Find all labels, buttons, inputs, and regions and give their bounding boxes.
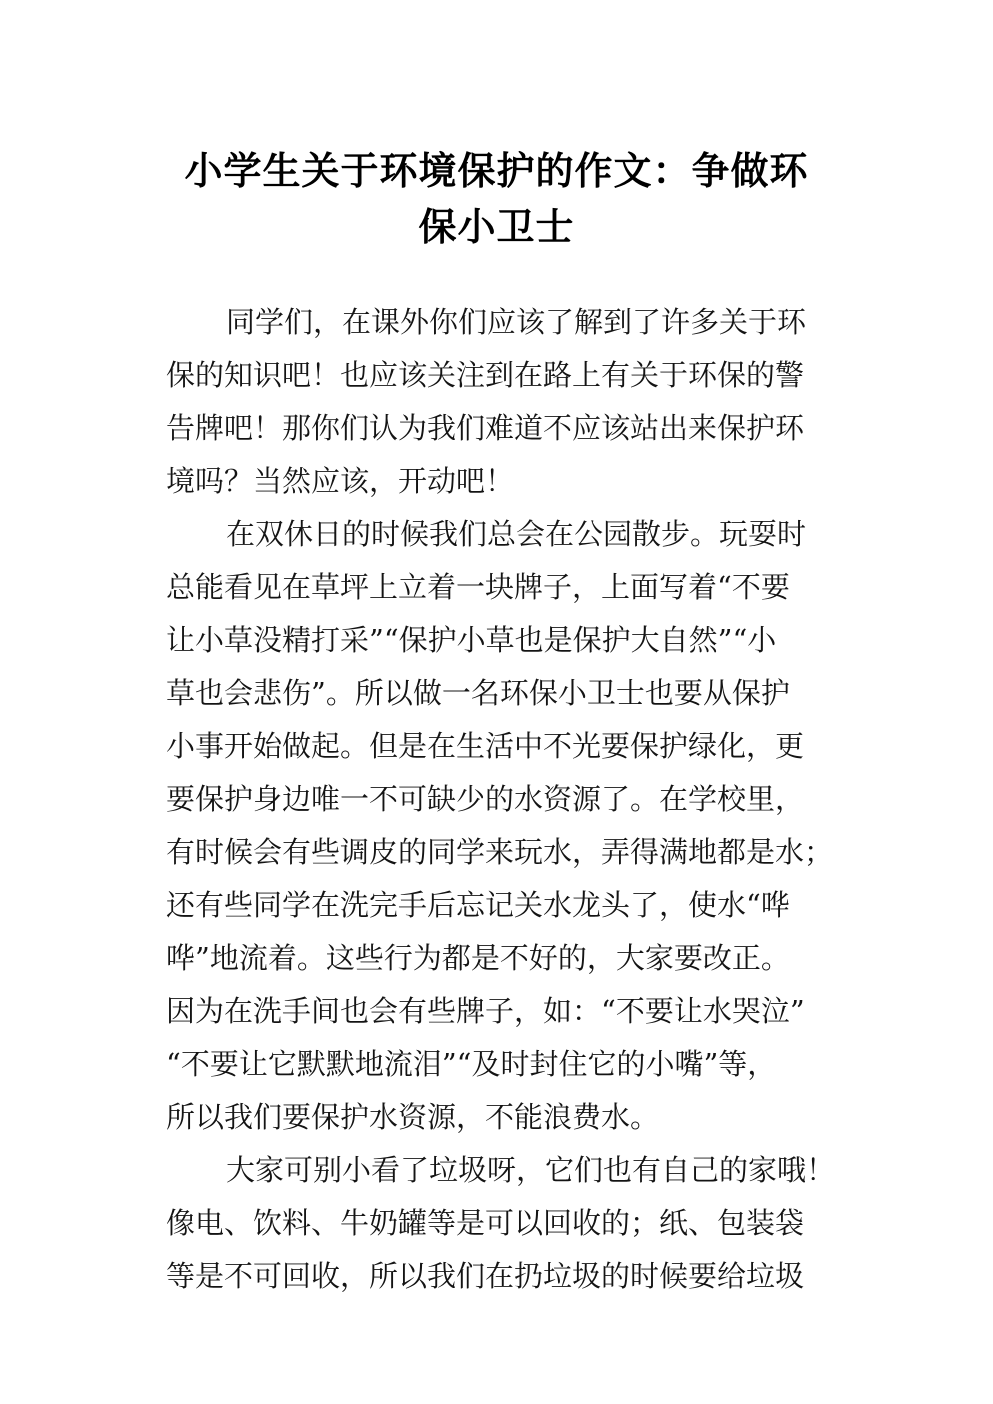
paragraph-line: 在双休日的时候我们总会在公园散步。玩耍时	[226, 517, 807, 551]
essay-body	[166, 296, 846, 1303]
paragraph-line: 要保护身边唯一不可缺少的水资源了。在学校里，	[166, 782, 805, 816]
title-line-1: 小学生关于环境保护的作文：争做环	[184, 149, 809, 194]
paragraph-line: 同学们，在课外你们应该了解到了许多关于环	[226, 305, 807, 339]
paragraph-line: 境吗？当然应该，开动吧！	[166, 464, 515, 498]
document-title	[0, 143, 993, 255]
paragraph-line: 哗”地流着。这些行为都是不好的，大家要改正。	[166, 941, 790, 975]
paragraph-line: “不要让它默默地流泪”“及时封住它的小嘴”等，	[166, 1047, 777, 1081]
paragraph-line: 草也会悲伤”。所以做一名环保小卫士也要从保护	[166, 676, 790, 710]
paragraph-line: 因为在洗手间也会有些牌子，如：“不要让水哭泣”	[166, 994, 805, 1028]
paragraph-line: 所以我们要保护水资源，不能浪费水。	[166, 1100, 660, 1134]
paragraph-2	[166, 508, 846, 1144]
paragraph-line: 等是不可回收，所以我们在扔垃圾的时候要给垃圾	[166, 1259, 805, 1293]
paragraph-line: 还有些同学在洗完手后忘记关水龙头了，使水“哗	[166, 888, 790, 922]
paragraph-1	[166, 296, 846, 508]
paragraph-line: 告牌吧！那你们认为我们难道不应该站出来保护环	[166, 411, 805, 445]
paragraph-line: 像电、饮料、牛奶罐等是可以回收的；纸、包装袋	[166, 1206, 805, 1240]
paragraph-line: 大家可别小看了垃圾呀，它们也有自己的家哦！	[226, 1153, 836, 1187]
title-line-2: 保小卫士	[418, 205, 575, 250]
paragraph-line: 小事开始做起。但是在生活中不光要保护绿化，更	[166, 729, 805, 763]
paragraph-line: 保的知识吧！也应该关注到在路上有关于环保的警	[166, 358, 805, 392]
paragraph-line: 有时候会有些调皮的同学来玩水，弄得满地都是水；	[166, 835, 834, 869]
paragraph-line: 总能看见在草坪上立着一块牌子，上面写着“不要	[166, 570, 790, 604]
paragraph-line: 让小草没精打采”“保护小草也是保护大自然”“小	[166, 623, 777, 657]
paragraph-3	[166, 1144, 846, 1303]
